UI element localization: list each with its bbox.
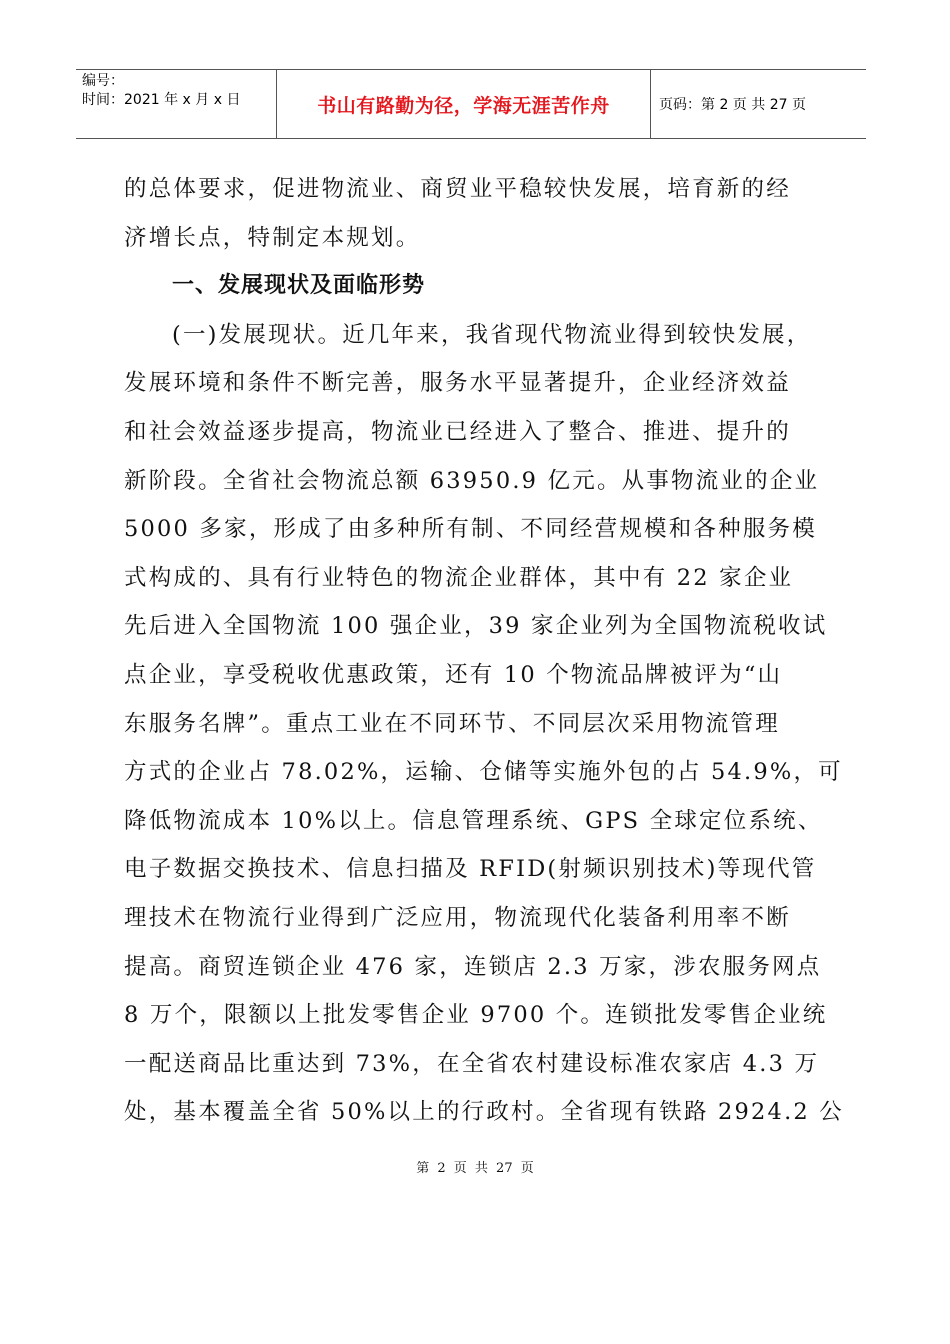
text-line: 先后进入全国物流 100 强企业，39 家企业列为全国物流税收试 xyxy=(124,613,828,640)
text-line: 和社会效益逐步提高，物流业已经进入了整合、推进、提升的 xyxy=(124,418,791,445)
document-date-label: 时间：2021 年 x 月 x 日 xyxy=(82,92,241,108)
text-line: 点企业，享受税收优惠政策，还有 10 个物流品牌被评为“山 xyxy=(124,661,783,688)
text-line: 发展环境和条件不断完善，服务水平显著提升，企业经济效益 xyxy=(124,370,791,397)
text-line: 新阶段。全省社会物流总额 63950.9 亿元。从事物流业的企业 xyxy=(124,467,820,494)
paragraph-start: (一)发展现状。近几年来，我省现代物流业得到较快发展， xyxy=(172,321,812,348)
body-text xyxy=(124,165,844,1137)
document-number-label: 编号： xyxy=(82,73,124,89)
text-line: 理技术在物流行业得到广泛应用，物流现代化装备利用率不断 xyxy=(124,904,791,931)
header-motto-cell xyxy=(277,70,651,138)
page-footer: 第 2 页 共 27 页 xyxy=(416,1161,534,1176)
text-line: 电子数据交换技术、信息扫描及 RFID(射频识别技术)等现代管 xyxy=(124,856,817,883)
text-line: 5000 多家，形成了由多种所有制、不同经营规模和各种服务模 xyxy=(124,516,817,543)
page-header xyxy=(76,69,866,139)
text-line: 东服务名牌”。重点工业在不同环节、不同层次采用物流管理 xyxy=(124,710,780,737)
header-page-number: 页码：第 2 页 共 27 页 xyxy=(659,97,806,113)
header-meta-cell xyxy=(76,70,277,138)
header-motto: 书山有路勤为径，学海无涯苦作舟 xyxy=(317,94,610,117)
section-heading: 一、发展现状及面临形势 xyxy=(172,273,426,299)
text-line: 处，基本覆盖全省 50%以上的行政村。全省现有铁路 2924.2 公 xyxy=(124,1099,844,1126)
text-line: 8 万个，限额以上批发零售企业 9700 个。连锁批发零售企业统 xyxy=(124,1002,828,1029)
header-page-cell xyxy=(651,70,866,138)
text-line: 的总体要求，促进物流业、商贸业平稳较快发展，培育新的经 xyxy=(124,176,791,202)
text-line: 济增长点，特制定本规划。 xyxy=(124,224,421,251)
text-line: 降低物流成本 10%以上。信息管理系统、GPS 全球定位系统、 xyxy=(124,807,823,834)
text-line: 一配送商品比重达到 73%，在全省农村建设标准农家店 4.3 万 xyxy=(124,1050,820,1077)
text-line: 式构成的、具有行业特色的物流企业群体，其中有 22 家企业 xyxy=(124,564,794,591)
text-line: 提高。商贸连锁企业 476 家，连锁店 2.3 万家，涉农服务网点 xyxy=(124,953,822,980)
text-line: 方式的企业占 78.02%，运输、仓储等实施外包的占 54.9%，可 xyxy=(124,759,843,786)
